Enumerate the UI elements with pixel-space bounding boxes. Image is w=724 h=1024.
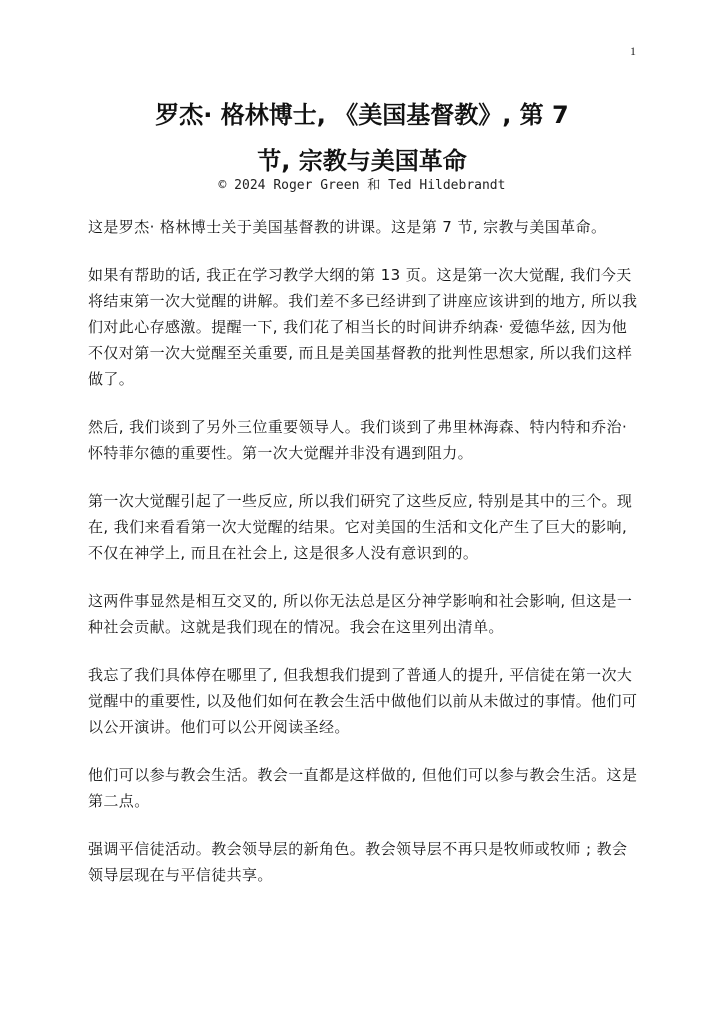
page-number: 1 bbox=[630, 44, 636, 58]
paragraph: 我忘了我们具体停在哪里了, 但我想我们提到了普通人的提升, 平信徒在第一次大觉醒中的重要性, 以及他们如何在教会生活中做他们以前从未做过的事情。他们可以公开演讲。他们可以公开阅读圣经。 bbox=[88, 666, 638, 736]
copyright-line: © 2024 Roger Green 和 Ted Hildebrandt bbox=[218, 178, 506, 193]
paragraph: 第一次大觉醒引起了一些反应, 所以我们研究了这些反应, 特别是其中的三个。现在, 我们来看看第一次大觉醒的结果。它对美国的生活和文化产生了巨大的影响, 不仅在神学上, 而且在社会上, 这是很多人没有意识到的。 bbox=[88, 492, 633, 562]
paragraph: 如果有帮助的话, 我正在学习教学大纲的第 13 页。这是第一次大觉醒, 我们今天将结束第一次大觉醒的讲解。我们差不多已经讲到了讲座应该讲到的地方, 所以我们对此心存感激。提醒一下, 我们花了相当长的时间讲乔纳森· 爱德华兹, 因为他不仅对第一次大觉醒至关重要, 而且是美国基督教的批判性思想家, 所以我们这样做了。 bbox=[88, 266, 638, 388]
title-line-2: 节, 宗教与美国革命 bbox=[257, 147, 467, 175]
paragraph: 这是罗杰· 格林博士关于美国基督教的讲课。这是第 7 节, 宗教与美国革命。 bbox=[88, 218, 607, 236]
body-text bbox=[88, 214, 640, 910]
document-title bbox=[80, 92, 644, 184]
paragraph: 这两件事显然是相互交叉的, 所以你无法总是区分神学影响和社会影响, 但这是一种社会贡献。这就是我们现在的情况。我会在这里列出清单。 bbox=[88, 592, 633, 636]
paragraph: 他们可以参与教会生活。教会一直都是这样做的, 但他们可以参与教会生活。这是第二点。 bbox=[88, 766, 638, 810]
paragraph: 强调平信徒活动。教会领导层的新角色。教会领导层不再只是牧师或牧师 ; 教会领导层现在与平信徒共享。 bbox=[88, 840, 628, 884]
paragraph: 然后, 我们谈到了另外三位重要领导人。我们谈到了弗里林海森、特内特和乔治· 怀特菲尔德的重要性。第一次大觉醒并非没有遇到阻力。 bbox=[88, 418, 628, 462]
title-line-1: 罗杰· 格林博士, 《美国基督教》, 第 7 bbox=[155, 101, 569, 129]
